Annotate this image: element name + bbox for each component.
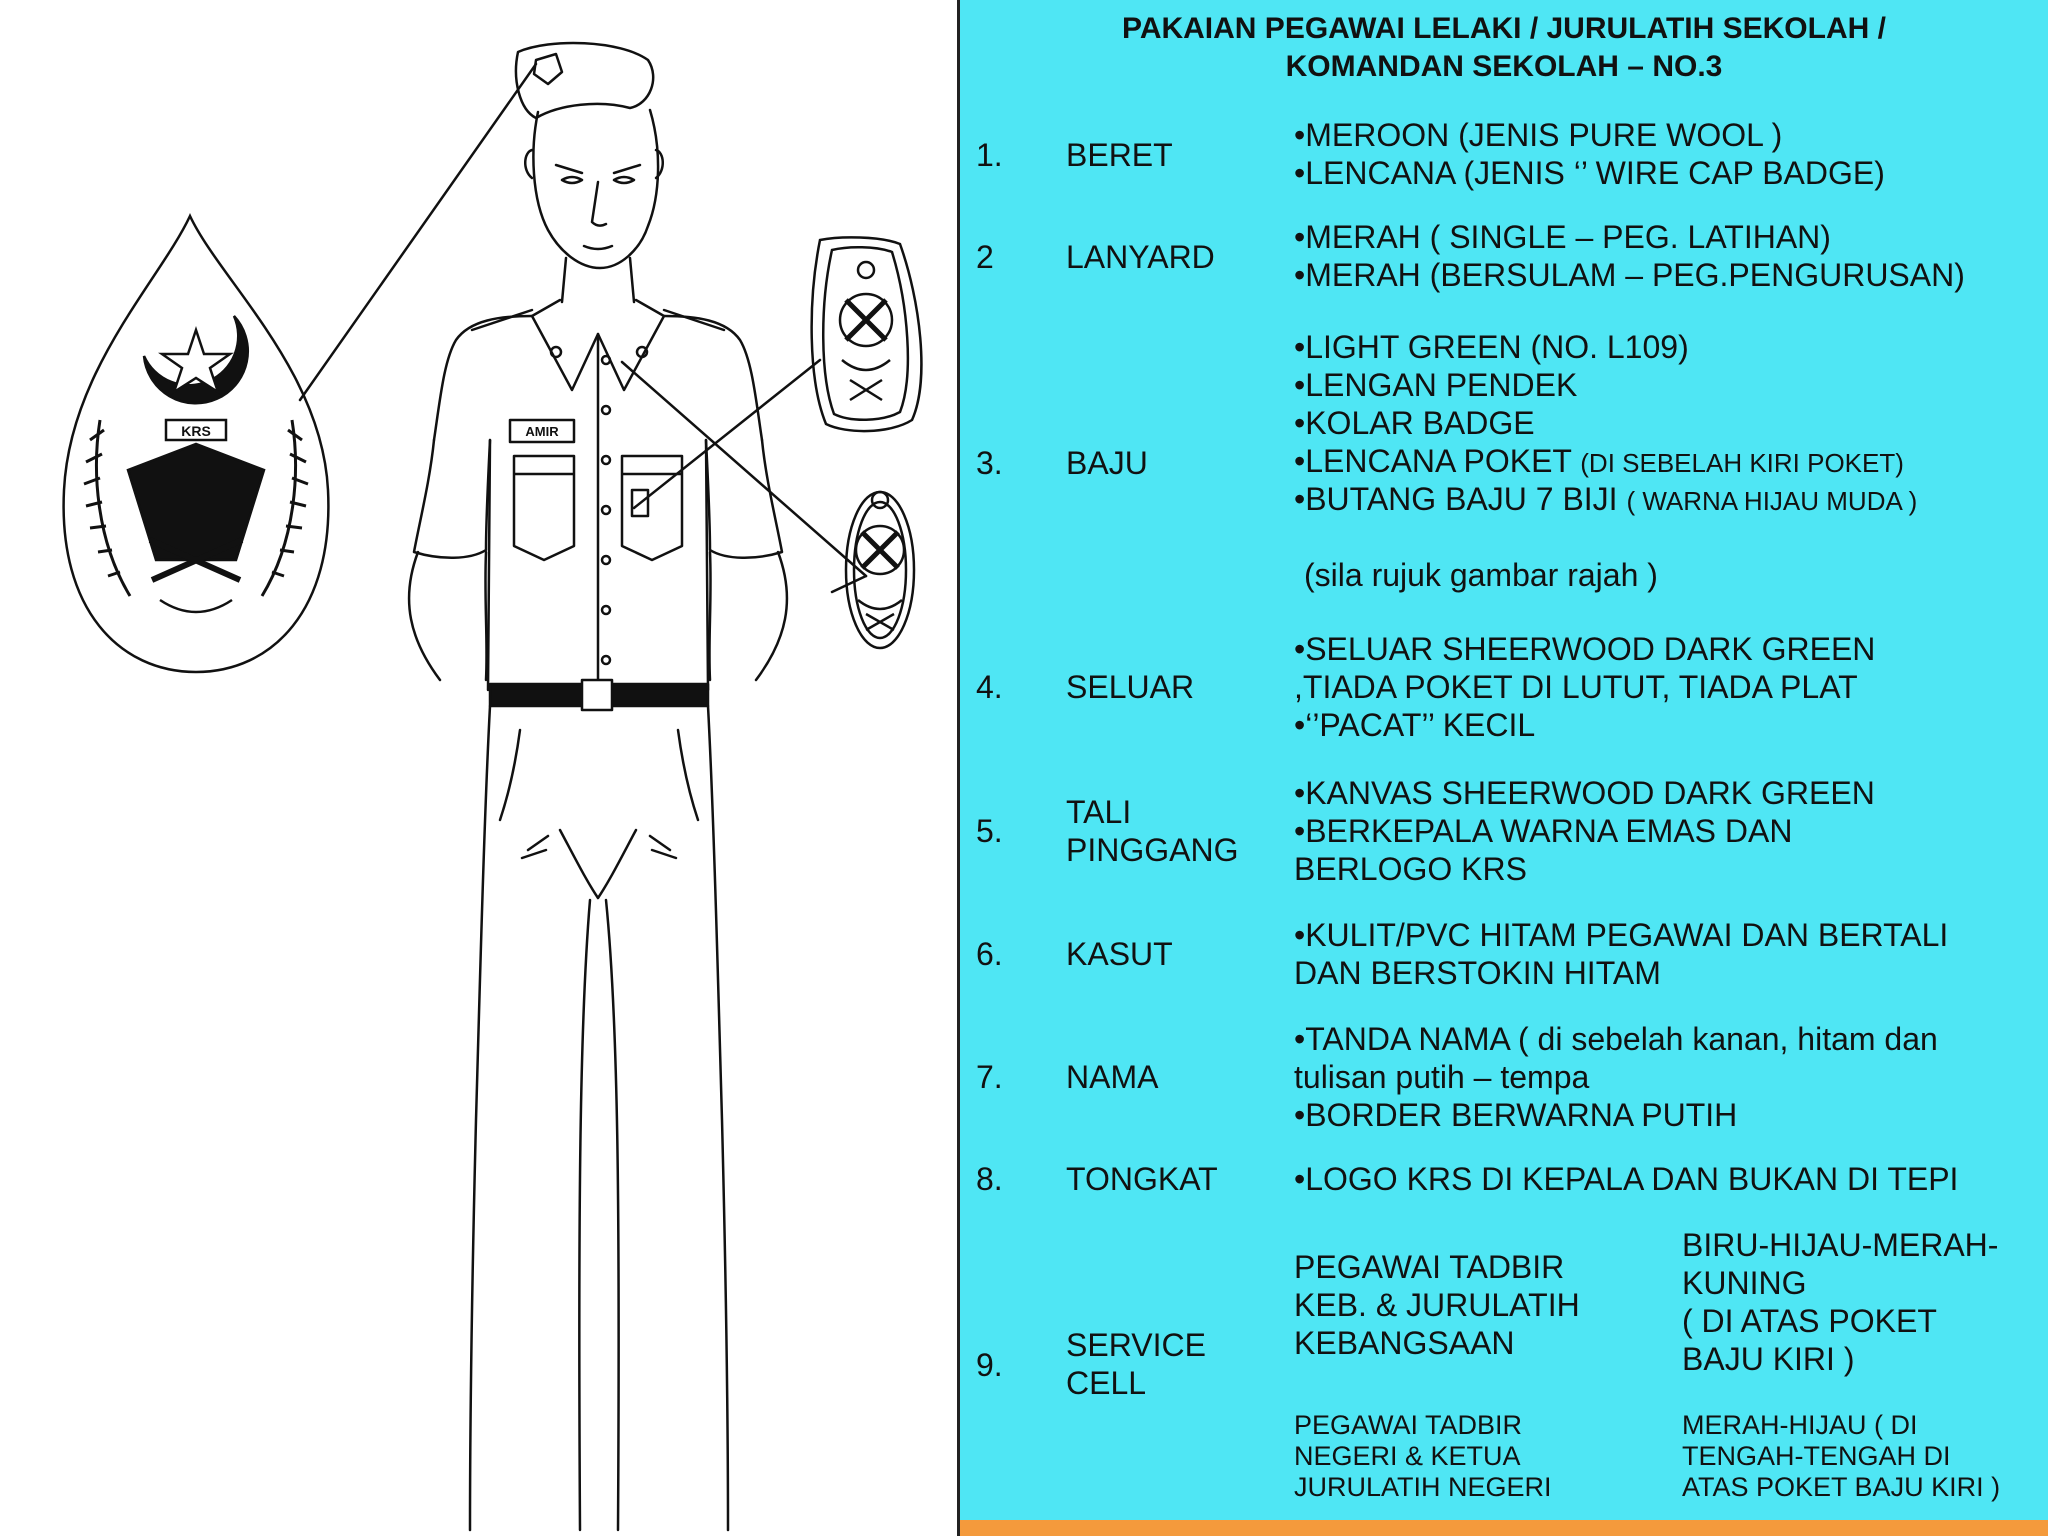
item-desc: DAN BERSTOKIN HITAM xyxy=(1294,955,1661,991)
item-label-service: SERVICE xyxy=(1066,1327,1206,1363)
service-cell-b2: MERAH-HIJAU ( DI xyxy=(1682,1410,1918,1440)
uniform-illustration xyxy=(0,0,958,1536)
service-cell-b2: TENGAH-TENGAH DI xyxy=(1682,1441,1951,1471)
name-tag-text: AMIR xyxy=(525,424,559,439)
item-desc: BERLOGO KRS xyxy=(1294,851,1527,887)
item-desc: •‘’PACAT’’ KECIL xyxy=(1294,707,1536,743)
item-desc: •KANVAS SHEERWOOD DARK GREEN xyxy=(1294,775,1875,811)
item-desc: •BORDER BERWARNA PUTIH xyxy=(1294,1097,1738,1133)
item-number: 4. xyxy=(976,669,1003,705)
page-title-line1: PAKAIAN PEGAWAI LELAKI / JURULATIH SEKOLAH / xyxy=(1122,12,1886,45)
service-cell-a1: KEBANGSAAN xyxy=(1294,1325,1515,1361)
pocket-badge-small xyxy=(812,237,922,431)
service-cell-b2: ATAS POKET BAJU KIRI ) xyxy=(1682,1472,2001,1502)
item-number: 7. xyxy=(976,1059,1003,1095)
service-cell-b1: ( DI ATAS POKET xyxy=(1682,1303,1937,1339)
item-desc: •MERAH (BERSULAM – PEG.PENGURUSAN) xyxy=(1294,257,1965,293)
beret-badge xyxy=(534,54,562,84)
item-desc: •MERAH ( SINGLE – PEG. LATIHAN) xyxy=(1294,219,1831,255)
item-label-tali: TALI xyxy=(1066,794,1132,830)
belt-buckle xyxy=(582,680,612,710)
item-number: 5. xyxy=(976,813,1003,849)
service-cell-a1: KEB. & JURULATIH xyxy=(1294,1287,1580,1323)
item-number: 9. xyxy=(976,1347,1003,1383)
page-title-line2: KOMANDAN SEKOLAH – NO.3 xyxy=(1285,50,1723,83)
item-label-nama: NAMA xyxy=(1066,1059,1159,1095)
item-number: 8. xyxy=(976,1161,1003,1197)
pocket-right xyxy=(514,456,574,560)
item-desc: tulisan putih – tempa xyxy=(1294,1059,1590,1095)
service-cell-a2: PEGAWAI TADBIR xyxy=(1294,1410,1523,1440)
cap-badge-text: KRS xyxy=(181,423,211,439)
item-desc: ,TIADA POKET DI LUTUT, TIADA PLAT xyxy=(1294,669,1858,705)
item-label-lanyard: LANYARD xyxy=(1066,239,1215,275)
service-cell-b1: BIRU-HIJAU-MERAH- xyxy=(1682,1227,1999,1263)
service-cell-a1: PEGAWAI TADBIR xyxy=(1294,1249,1565,1285)
beret xyxy=(516,43,653,118)
service-cell-a2: NEGERI & KETUA xyxy=(1294,1441,1521,1471)
item-label-seluar: SELUAR xyxy=(1066,669,1195,705)
spec-panel xyxy=(960,0,2048,1536)
collar-badge-small xyxy=(846,492,914,648)
item-number: 6. xyxy=(976,936,1003,972)
service-cell-b1: BAJU KIRI ) xyxy=(1682,1341,1855,1377)
item-desc: •LIGHT GREEN (NO. L109) xyxy=(1294,329,1689,365)
item-desc: •KOLAR BADGE xyxy=(1294,405,1535,441)
cap-badge-large xyxy=(64,216,329,672)
service-cell-b1: KUNING xyxy=(1682,1265,1807,1301)
item-number: 1. xyxy=(976,137,1003,173)
item-number: 3. xyxy=(976,445,1003,481)
item-label-pinggang: PINGGANG xyxy=(1066,832,1239,868)
item-label-baju: BAJU xyxy=(1066,445,1148,481)
item-note: (sila rujuk gambar rajah ) xyxy=(1304,557,1658,593)
item-desc-poket: •LENCANA POKET (DI SEBELAH KIRI POKET) xyxy=(1294,443,1904,479)
item-desc: •BERKEPALA WARNA EMAS DAN xyxy=(1294,813,1793,849)
item-label-kasut: KASUT xyxy=(1066,936,1173,972)
item-label-cell: CELL xyxy=(1066,1365,1147,1401)
item-desc: •TANDA NAMA ( di sebelah kanan, hitam dan xyxy=(1294,1021,1938,1057)
item-desc: •KULIT/PVC HITAM PEGAWAI DAN BERTALI xyxy=(1294,917,1949,953)
service-cell-a2: JURULATIH NEGERI xyxy=(1294,1472,1552,1502)
item-desc: •MEROON (JENIS PURE WOOL ) xyxy=(1294,117,1783,153)
item-label-beret: BERET xyxy=(1066,137,1173,173)
item-label-tongkat: TONGKAT xyxy=(1066,1161,1218,1197)
item-desc: •LENCANA (JENIS ‘’ WIRE CAP BADGE) xyxy=(1294,155,1885,191)
item-desc: •LOGO KRS DI KEPALA DAN BUKAN DI TEPI xyxy=(1294,1161,1959,1197)
trousers xyxy=(470,706,728,1530)
item-desc: •SELUAR SHEERWOOD DARK GREEN xyxy=(1294,631,1876,667)
item-number: 2 xyxy=(976,239,994,275)
officer-figure xyxy=(0,0,958,1536)
bottom-accent-bar xyxy=(960,1520,2048,1536)
item-desc-butang: •BUTANG BAJU 7 BIJI ( WARNA HIJAU MUDA ) xyxy=(1294,481,1918,517)
item-desc: •LENGAN PENDEK xyxy=(1294,367,1578,403)
